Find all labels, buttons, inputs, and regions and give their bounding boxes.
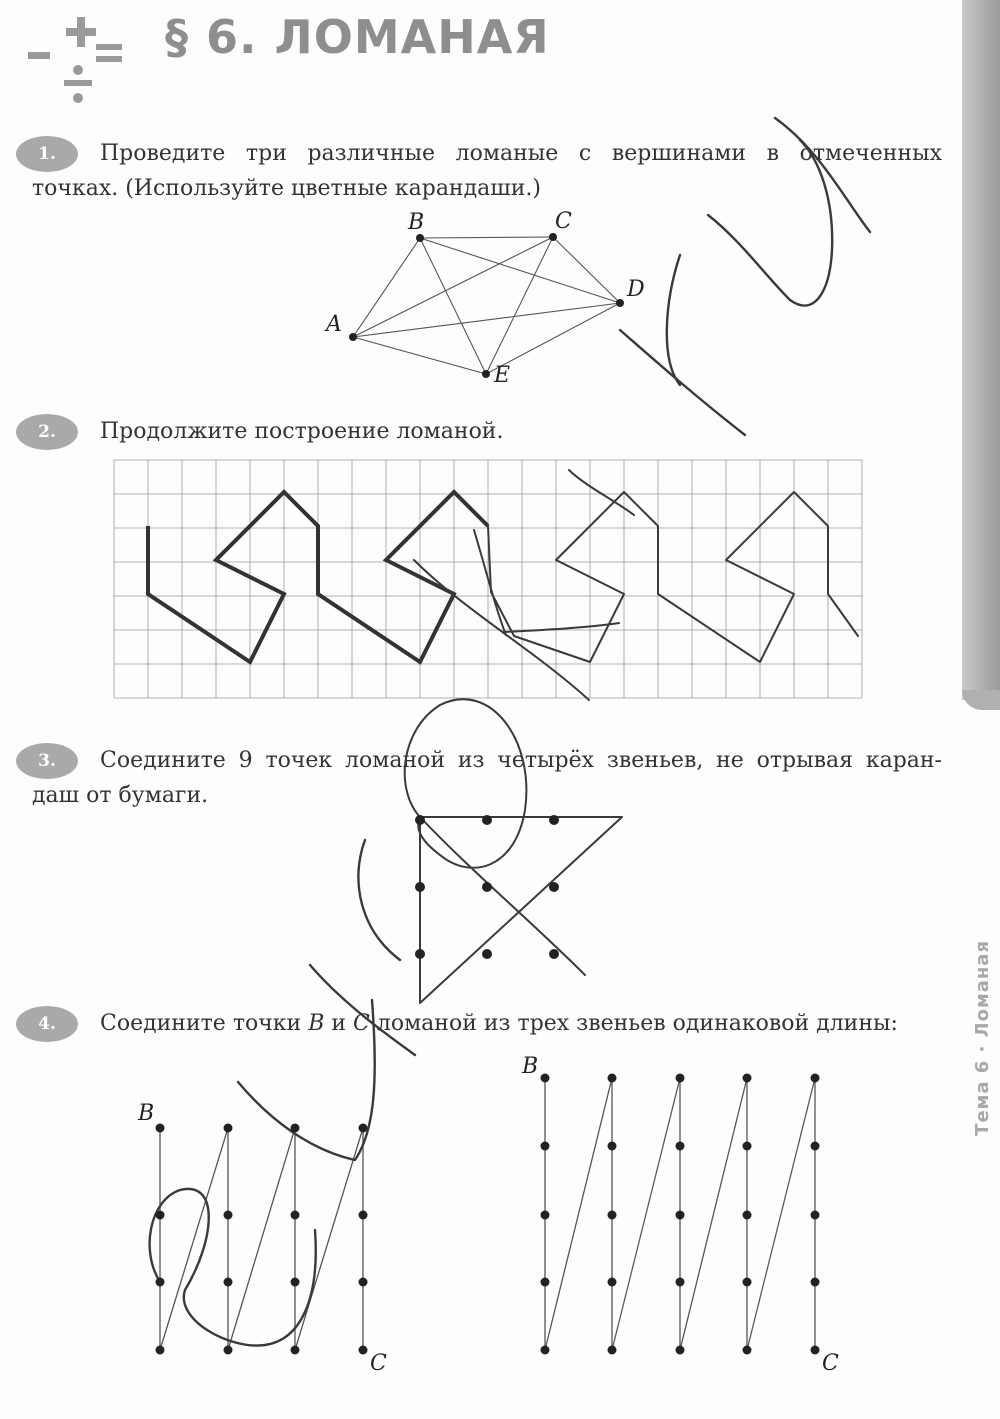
grid-point bbox=[743, 1211, 752, 1220]
grid-point bbox=[743, 1278, 752, 1287]
section-title: § 6. ЛОМАНАЯ bbox=[165, 10, 550, 64]
grid-point bbox=[541, 1346, 550, 1355]
left-label-b: B bbox=[138, 1101, 155, 1126]
label-b: B bbox=[408, 210, 425, 235]
task-1-line1: Проведите три различные ломаные с вершинами в отмеченных bbox=[100, 141, 942, 166]
grid-point bbox=[541, 1278, 550, 1287]
grid-point bbox=[811, 1278, 820, 1287]
grid-point bbox=[811, 1346, 820, 1355]
grid-point bbox=[291, 1278, 300, 1287]
grid-point bbox=[541, 1074, 550, 1083]
grid-point bbox=[291, 1211, 300, 1220]
task-4-point-c: C bbox=[353, 1011, 370, 1036]
task-4-text-part: и bbox=[324, 1011, 354, 1036]
grid-point bbox=[541, 1142, 550, 1151]
task-3-line1: Соедините 9 точек ломаной из четырёх звеньев, не отрывая каран- bbox=[100, 748, 942, 773]
grid-point bbox=[608, 1074, 617, 1083]
grid-point bbox=[156, 1346, 165, 1355]
grid-point bbox=[359, 1346, 368, 1355]
task-4-badge: 4. bbox=[16, 1006, 78, 1042]
grid-point bbox=[359, 1211, 368, 1220]
grid-point bbox=[224, 1278, 233, 1287]
grid-point bbox=[224, 1124, 233, 1133]
task-1-badge: 1. bbox=[16, 136, 78, 172]
task-3-badge: 3. bbox=[16, 743, 78, 779]
grid-point bbox=[811, 1074, 820, 1083]
task-4-point-b: B bbox=[308, 1011, 325, 1036]
grid-point bbox=[156, 1211, 165, 1220]
grid-point bbox=[608, 1142, 617, 1151]
task-4-right-diagram bbox=[521, 1054, 839, 1376]
grid-point bbox=[676, 1346, 685, 1355]
grid-point bbox=[156, 1278, 165, 1287]
grid-point bbox=[676, 1074, 685, 1083]
task-2-badge: 2. bbox=[16, 414, 78, 450]
label-a: A bbox=[326, 312, 342, 337]
grid-point bbox=[743, 1074, 752, 1083]
label-c: C bbox=[555, 209, 572, 234]
grid-point bbox=[676, 1142, 685, 1151]
grid-point bbox=[359, 1278, 368, 1287]
task-3-line2: даш от бумаги. bbox=[32, 783, 209, 808]
grid-point bbox=[811, 1142, 820, 1151]
label-d: D bbox=[627, 277, 645, 302]
grid-point bbox=[608, 1211, 617, 1220]
grid-point bbox=[359, 1124, 368, 1133]
grid-point bbox=[743, 1142, 752, 1151]
grid-point bbox=[291, 1346, 300, 1355]
right-label-b: B bbox=[522, 1054, 539, 1079]
task-2-text: Продолжите построение ломаной. bbox=[100, 419, 504, 444]
grid-point bbox=[676, 1211, 685, 1220]
grid-point bbox=[608, 1346, 617, 1355]
task-1-line2: точках. (Используйте цветные карандаши.) bbox=[32, 176, 541, 201]
grid-point bbox=[541, 1211, 550, 1220]
left-scribble bbox=[150, 1000, 375, 1346]
grid-point bbox=[224, 1211, 233, 1220]
grid-point bbox=[676, 1278, 685, 1287]
grid-point bbox=[608, 1278, 617, 1287]
grid-point bbox=[743, 1346, 752, 1355]
grid-point bbox=[291, 1124, 300, 1133]
grid-point bbox=[224, 1346, 233, 1355]
side-label: Тема 6 · Ломаная bbox=[972, 940, 993, 1136]
grid-point bbox=[156, 1124, 165, 1133]
task-4-text-part: Соедините точки bbox=[100, 1011, 309, 1036]
task-4-text-part: ломаной из трех звеньев одинаковой длины: bbox=[369, 1011, 898, 1036]
task-4-left-diagram bbox=[137, 1000, 387, 1376]
grid-point bbox=[811, 1211, 820, 1220]
label-e: E bbox=[494, 363, 511, 388]
right-label-c: C bbox=[822, 1351, 839, 1376]
left-label-c: C bbox=[370, 1351, 387, 1376]
